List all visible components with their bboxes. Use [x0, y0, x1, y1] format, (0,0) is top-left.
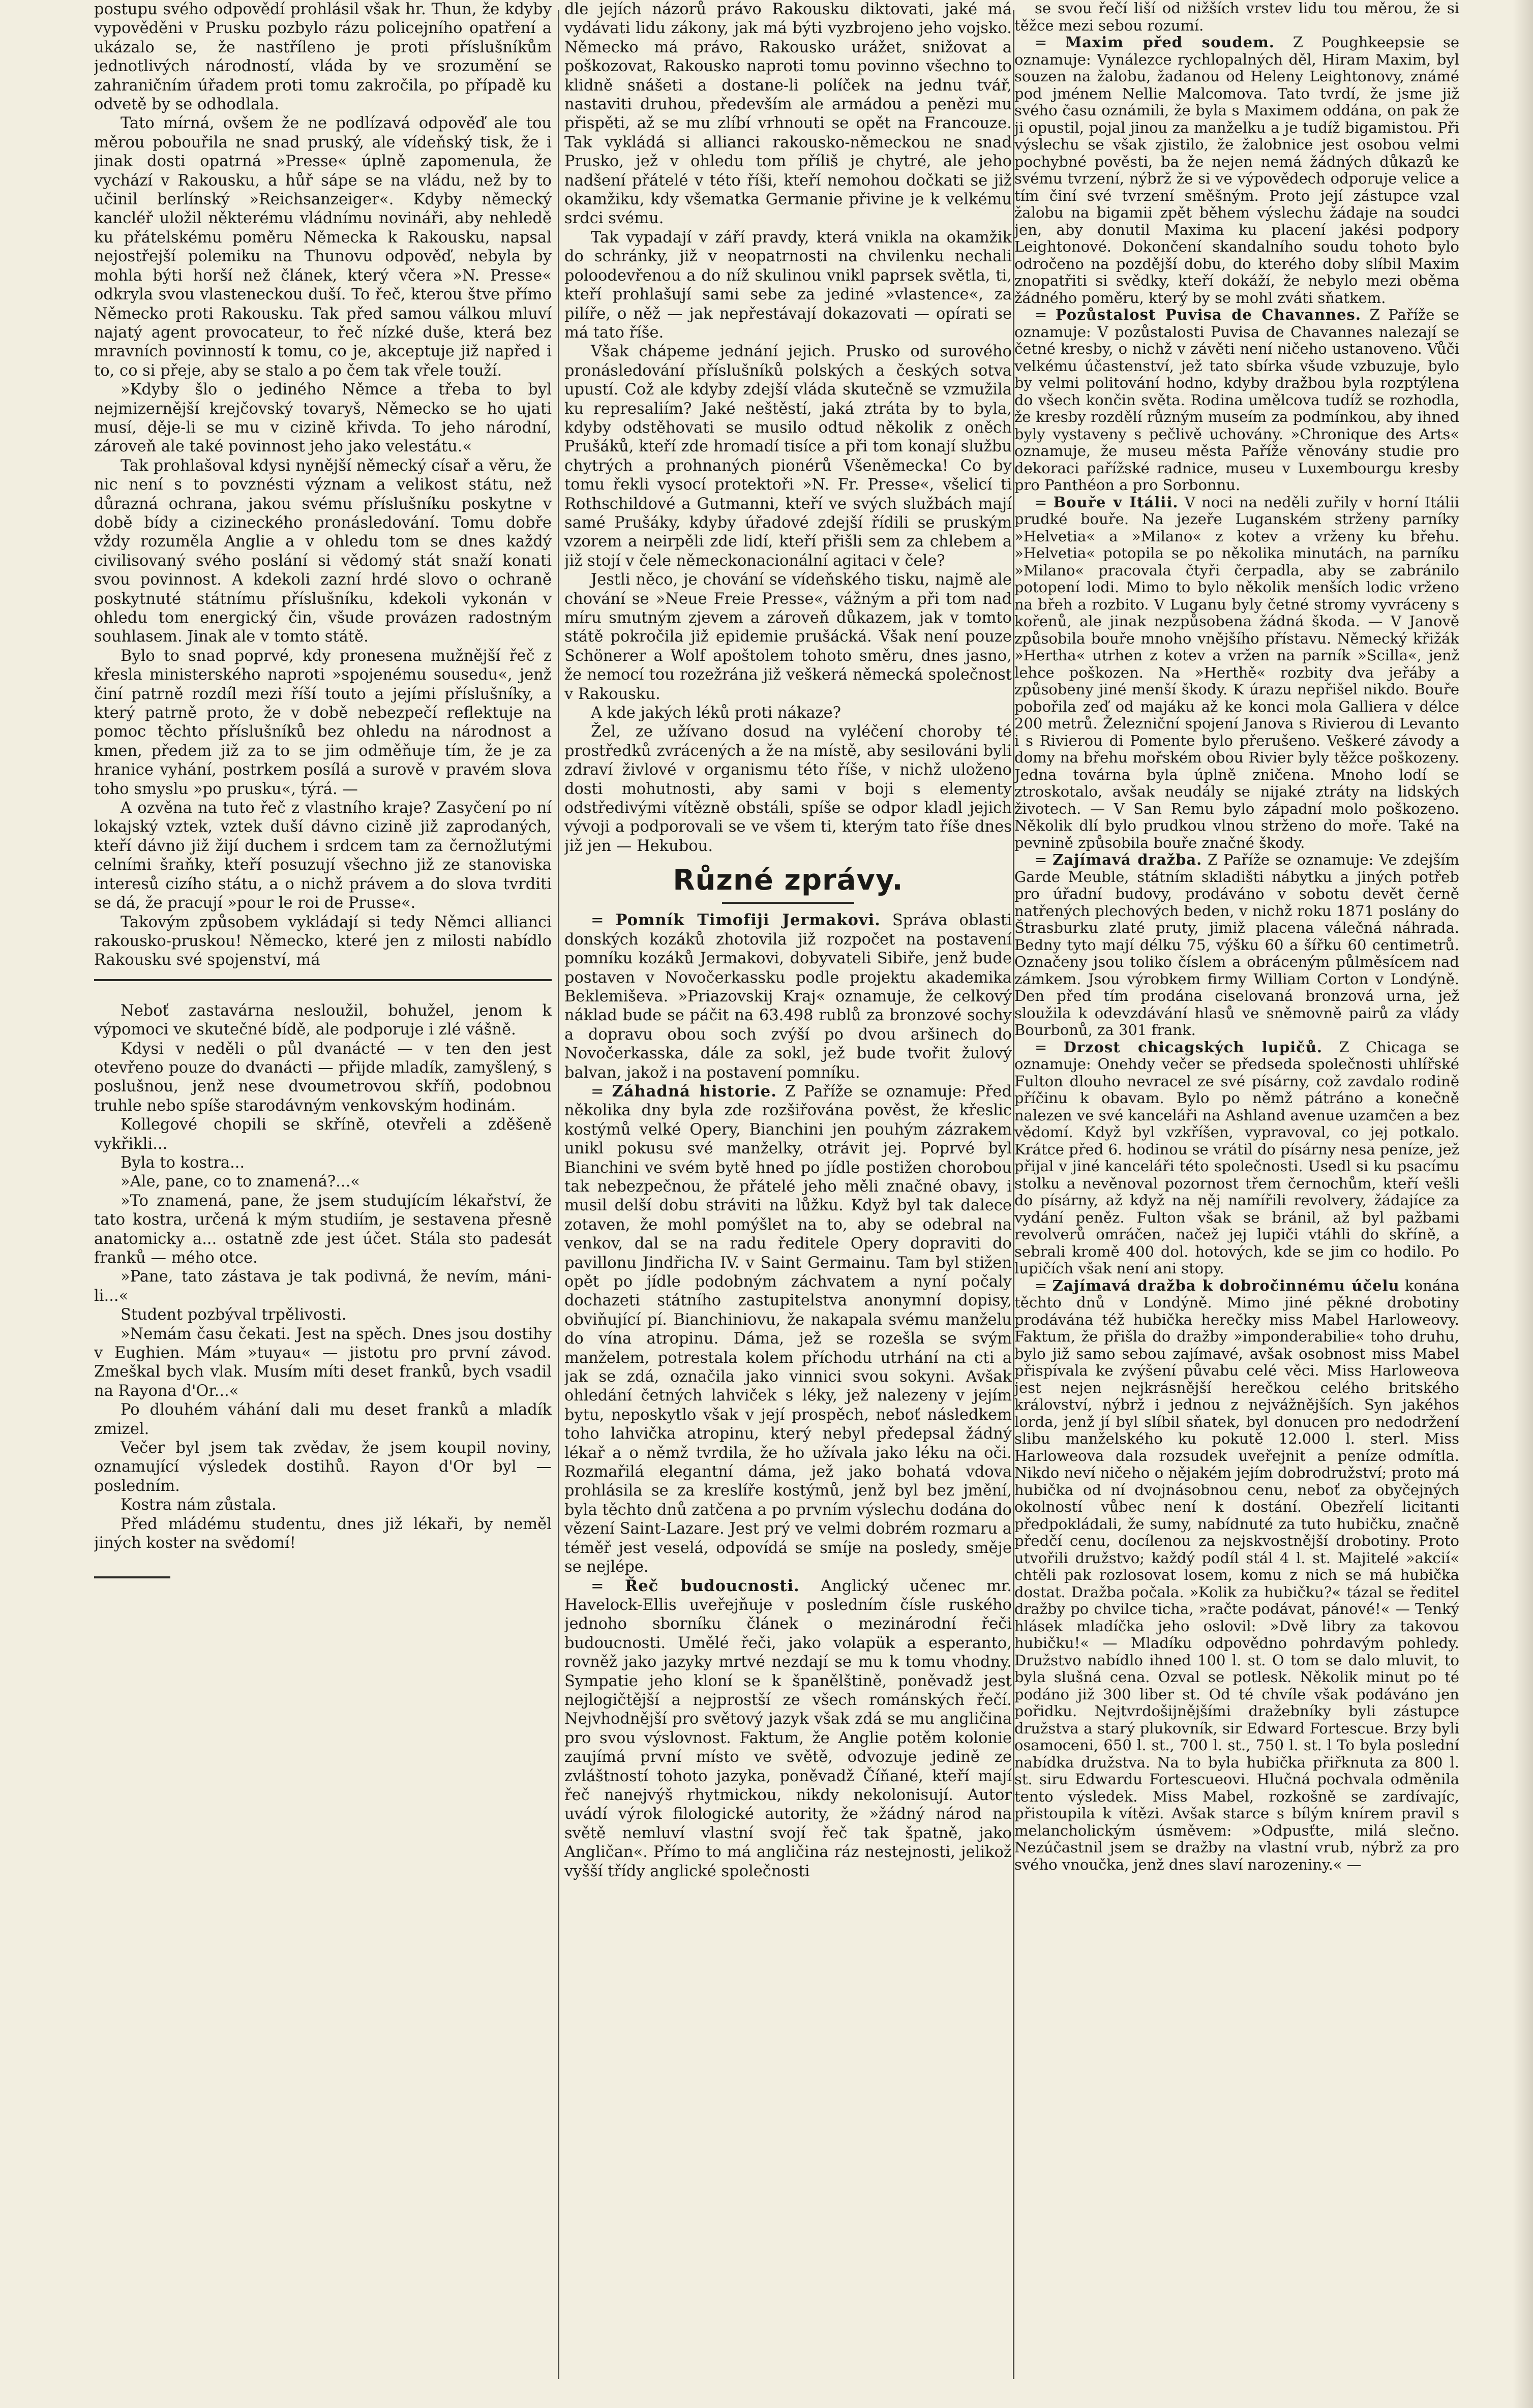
article-paragraph: »Kdyby šlo o jediného Němce a třeba to byl nejmizernější krejčovský tovaryš, Německo se ho ujati musí, děje-li se mu v cizině křivda. To jeho národní, zároveň ale také povinnost jeho jako velestátu.« — [94, 381, 552, 456]
feuilleton-paragraph: Kdysi v neděli o půl dvanácté — v ten den jest otevřeno pouze do dvanácti — přijde mladík, zamyšlený, s poslušnou, jenž nese dvoumetrovou skříň, podobnou truhle nebo spíše starodávným venkovským hodinám. — [94, 1040, 552, 1115]
feuilleton-paragraph: »To znamená, pane, že jsem studujícím lékařství, že tato kostra, určená k mým studiím, je sestavena přesně anatomicky a... ostatně zde jest účet. Stála sto padesát franků — mého otce. — [94, 1192, 552, 1267]
news-body: Z Poughkeepsie se oznamuje: Vynálezce rychlopalných děl, Hiram Maxim, byl souzen na žalobu, žadanou od Heleny Leightonovy, známé pod jménem Nellie Malcomova. Tato tvrdí, že jsme již svého času oznámili, že byla s Maximem oddána, on pak že ji opustil, pojal jinou za manželku a je tudíž bigamistou. Při výslechu se však zjistilo, že žalobnice jest osobou velmi pochybné pověsti, ba že nejen nemá žádných důkazů ke svému tvrzení, nýbrž že si ve výpovědech odporuje velice a tím činí své tvrzení směšným. Proto její zástupce vzal žalobu na bigamii zpět během výslechu žádaje na soudci jen, aby donutil Maxima ku placení jakési podpory Leightonové. Dokončení skandalního soudu tohoto bylo odročeno na pozdější dobu, do kterého doby slíbil Maxim znopatřiti si svědky, kteří dokáží, že nebylo mezi oběma žádného poměru, který by se mohl zváti sňatkem. — [1014, 34, 1459, 307]
news-headline: Záhadná historie. — [612, 1082, 777, 1101]
news-headline: Pomník Timofiji Jermakovi. — [615, 911, 881, 930]
news-body: Z Paříže se oznamuje: Před několika dny byla zde rozšiřována pověst, že křeslic kostýmů velké Opery, Bianchini jen pouhým zázrakem unikl pokusu své manželky, otrávit jej. Poprvé byl Bianchini ve svém bytě hned po jídle postižen chorobou tak nebezpečnou, že přátelé jeho měli značné obavy, i musil delší dobu stráviti na lůžku. Když byl tak dalece zotaven, že mohl pomýšlet na to, aby se odebral na venkov, dal se na radu ředitele Opery dopraviti do pavillonu Jindřicha IV. v Saint Germainu. Tam byl stižen opět po jídle podobným záchvatem a nyní počaly dochazeti státního zastupitelstva anonymní dopisy, obviňující pí. Bianchiniovu, že nakapala svému manželu do vína atropinu. Dáma, jež se rozešla se svým manželem, potrestala kolem příchodu utrhání na cti a jak se zdá, označila jako vinnici svou sokyni. Avšak ohledání četných lahviček s léky, jež nalezeny v jejím bytu, neposkytlo však v její prospěch, neboť následkem toho lahvička atropinu, který nebyl předepsal žádný lékař a o němž tvrdila, že ho užívala jako léku na oči. Rozmařilá elegantní dáma, jež jako bohatá vdova prohlásila se za kreslíře kostýmů, jenž byl bez jmění, byla těchto dnů zatčena a po prvním výslechu dodána do vězení Saint-Lazare. Jest prý ve velmi dobrém rozmaru a téměř jest veselá, odpovídá se smíje na posledy, směje se nejlépe. — [564, 1082, 1012, 1576]
news-body: Z Chicaga se oznamuje: Onehdy večer se předseda společnosti uhlířské Fulton dlouho nevracel ze své písárny, což zavdalo rodině příčinu k obavam. Bylo po němž pátráno a konečně nalezen ve své kanceláři na Ashland avenue uzamčen a bez vědomí. Když byl vzkříšen, vypravoval, co jej potkalo. Krátce před 6. hodinou se vrátil do písárny nesa peníze, jež přijal v jiné kanceláři této společnosti. Usedl si ku psacímu stolku a nevěnoval pozornost třem černochům, kteří vešli do písárny, až když na něj namířili revolvery, žádajíce za vydání peněz. Fulton však se bránil, až byl pažbami revolverů omráčen, načež jej lupiči vtáhli do skříně, a sebrali kromě 400 dol. hotových, kde se jim co hodilo. Po lupičích však není ani stopy. — [1014, 1038, 1459, 1277]
feuilleton-paragraph: Byla to kostra... — [121, 1153, 245, 1172]
article-paragraph: Bylo to snad poprvé, kdy pronesena mužnější řeč z křesla ministerského naproti »spojenému sousedu«, jenž činí patrně rozdíl mezi říší touto a jejími příslušníky, a který patrně proto, že v době nebezpečí reflektuje na pomoc těchto příslušníků bez ohledu na národnost a kmen, předem již za to se jim odměňuje tím, že je za hranice vyhání, postrkem posílá a surově v pravém slova toho smyslu »po prusku«, týrá. — — [94, 647, 552, 798]
article-paragraph: dle jejích názorů právo Rakousku diktovati, jaké má vydávati lidu zákony, jak má býti vyzbrojeno jeho vojsko. Německo má právo, Rakousko urážet, snižovat a poškozovat, Rakousko naproti tomu povinno všechno to klidně snášeti a dostane-li políček na jednu tvář, nastaviti druhou, především ale armádou a penězi mu přispěti, až se mu zlíbí vrhnouti se opět na Francouze. Tak vykládá si allianci rakousko-německou ne snad Prusko, jež v ohledu tom příliš je chytré, ale jeho nadšení přátelé v této říši, kteří nemohou dočkati se již okamžiku, kdy všematka Germanie přivine je k velkému srdci svému. — [564, 1, 1012, 228]
news-item: = Záhadná historie. Z Paříže se oznamuje: Před několika dny byla zde rozšiřována pověst, že křeslic kostýmů velké Opery, Bianchini jen pouhým zázrakem unikl pokusu své manželky, otrávit jej. Poprvé byl Bianchini ve svém bytě hned po jídle postižen chorobou tak nebezpečnou, že přátelé jeho měli značné obavy, i musil delší dobu stráviti na lůžku. Když byl tak dalece zotaven, že mohl pomýšlet na to, aby se odebral na venkov, dal se na radu ředitele Opery dopraviti do pavillonu Jindřicha IV. v Saint Germainu. Tam byl stižen opět po jídle podobným záchvatem a nyní počaly dochazeti státního zastupitelstva anonymní dopisy, obviňující pí. Bianchiniovu, že nakapala svému manželu do vína atropinu. Dáma, jež se rozešla se svým manželem, potrestala kolem příchodu utrhání na cti a jak se zdá, označila jako vinnici svou sokyni. Avšak ohledání četných lahviček s léky, jež nalezeny v jejím bytu, neposkytlo však v její prospěch, neboť následkem toho lahvička atropinu, který nebyl předepsal žádný lékař a o němž tvrdila, že ho užívala jako léku na oči. Rozmařilá elegantní dáma, jež jako bohatá vdova prohlásila se za kreslíře kostýmů, jenž byl bez jmění, byla těchto dnů zatčena a po prvním výslechu dodána do vězení Saint-Lazare. Jest prý ve velmi dobrém rozmaru a téměř jest veselá, odpovídá se smíje na posledy, směje se nejlépe. — [564, 1082, 1012, 1576]
feuilleton-paragraph: Večer byl jsem tak zvědav, že jsem koupil noviny, oznamující výsledek dostihů. Rayon d'Or byl — posledním. — [94, 1439, 552, 1495]
news-body: Z Paříže se oznamuje: Ve zdejším Garde Meuble, státním skladišti nábytku a jiných potřeb pro úřadní budovy, prodáváno v sobotu devět černě natřených plechových beden, v nichž roku 1871 poslány do Štrasburku zlaté pruty, jimiž placena válečná náhrada. Bedny tyto mají délku 75, výšku 60 a šířku 60 centimetrů. Označeny jsou toliko číslem a obráceným půlměsícem nad zámkem. Jsou výrobkem firmy William Corton v Londýně. Den před tím prodána ciselovaná bronzová urna, jež sloužila k odevzdávání hlasů ve sněmovně pairů za vlády Bourbonů, za 301 frank. — [1014, 851, 1459, 1039]
news-headline: Zajímavá dražba k dobročinnému účelu — [1052, 1276, 1400, 1294]
feuilleton-paragraph: Po dlouhém váhání dali mu deset franků a mladík zmizel. — [94, 1401, 552, 1438]
column-rule — [558, 10, 559, 2379]
feuilleton-paragraph: Student pozbýval trpělivosti. — [121, 1306, 347, 1324]
article-paragraph: Takovým způsobem vykládají si tedy Němci allianci rakousko-pruskou! Německo, které jen z milosti nabídlo Rakousku své spojenství, má — [94, 913, 552, 969]
feuilleton-paragraph: »Ale, pane, co to znamená?...« — [121, 1173, 360, 1191]
article-paragraph: Jestli něco, je chování se vídeňského tisku, najmě ale chování se »Neue Freie Presse«, vážným a při tom nad míru smutným zjevem a zároveň důkazem, jak v tomto státě pokročila již epidemie prušácká. Však není pouze Schönerer a Wolf apoštolem tohoto směru, dnes jasno, že nemocí tou rozežrána již veškerá německá společnost v Rakousku. — [564, 571, 1012, 703]
end-rule — [94, 1576, 170, 1578]
news-item: = Bouře v Itálii. V noci na neděli zuřily v horní Itálii prudké bouře. Na jezeře Luganském strženy parníky »Helvetia« a »Milano« z kotev a vrženy ku břehu. »Helvetia« potopila se po několika minutách, na parníku »Milano« pracovala čtyři čerpadla, aby se zabránilo potopení lodi. Mimo to bylo několik menších lodic vrženo na břeh a rozbito. V Luganu byly četné stromy vyvráceny s kořenů, ale jinak nezpůsobena žádná škoda. — V Janově způsobila bouře mnoho vnějšího přístavu. Německý křižák »Hertha« utrhen z kotev a vržen na parník »Scilla«, jenž lehce poškozen. Na »Herthě« rozbity dva jeřáby a způsobeny jiné menší škody. K úrazu nepřišel nikdo. Bouře pobořila zeď od majáku až ke konci mola Galliera v délce 200 metrů. Železniční spojení Janova s Rivierou di Levanto i s Rivierou di Pomente bylo přerušeno. Veškeré závody a domy na břehu mořském obou Rivier byly těžce poškozeny. Jedna továrna byla úplně zničena. Mnoho lodí se ztroskotalo, avšak neudály se nijaké ztráty na lidských životech. — V San Remu bylo západní molo poškozeno. Několik dlí bylo prudkou vlnou strženo do moře. Také na pevnině způsobila bouře značné škody. — [1014, 493, 1459, 851]
page-edge-shadow — [1513, 0, 1533, 2408]
news-item: = Zajímavá dražba k dobročinnému účelu konána těchto dnů v Londýně. Mimo jiné pěkné drobotiny prodávána též hubička herečky miss Mabel Harloweovy. Faktum, že přišla do dražby »imponderabilie« toho druhu, bylo již samo sebou zajímavé, avšak osobnost miss Mabel přispívala ke zvýšení půvabu celé věci. Miss Harloweova jest nejen nejkrásnější herečkou celého britského království, nýbrž i jednou z nejvážnějších. Syn jakéhos lorda, jenž jí byl slíbil sňatek, byl donucen pro nedodržení slibu manželského ku pokutě 12.000 l. sterl. Miss Harloweova dala rozsudek uveřejnit a peníze odmítla. Nikdo neví ničeho o nějakém jejím dobrodružství; proto má hubička od ní dvojnásobnou cenu, neboť za obyčejných okolností vůbec není k dostání. Obezřelí licitanti předpokládali, že sumy, nabídnuté za tuto hubičku, značně předčí cenu, docílenou za nejskvostnější drobotiny. Proto utvořili družstvo; každý podíl stál 4 l. st. Majitelé »akcií« chtěli pak rozlosovat losem, komu z nich se má hubička dostat. Dražba počala. »Kolik za hubičku?« tázal se ředitel dražby po chvilce ticha, »račte podávat, pánové!« — Tenký hlásek mladíčka jeho oslovil: »Dvě libry za takovou hubičku!« — Mladíku odpovědno pohrdavým pohledy. Družstvo nabídlo ihned 100 l. st. O tom se dalo mluvit, to byla slušná cena. Ozval se potlesk. Několik minut po té podáno již 300 liber st. Od té chvíle však podáváno jen pořidku. Nejtvrdošijnějšími dražebníky byli zástupce družstva a starý plukovník, sir Edward Fortescue. Brzy byli osamoceni, 650 l. st., 700 l. st., 750 l. st. l To byla poslední nabídka družstva. Na to byla hubička přiřknuta za 800 l. st. siru Edwardu Fortescueovi. Hlučná pochvala odměnila tento výsledek. Miss Mabel, rozkošně se zardívajíc, přistoupila k vítězi. Avšak starce s bílým knírem pravil s melancholickým úsměvem: »Odpusťte, milá slečno. Nezúčastnil jsem se dražby na vlastní vrub, nýbrž za pro svého vnoučka, jenž dnes slaví narozeniny.« — — [1014, 1276, 1459, 1873]
news-body: Anglický učenec mr. Havelock-Ellis uveřejňuje v posledním čísle ruského jednoho sborníku článek o mezinárodní řeči budoucnosti. Umělé řeči, jako volapük a esperanto, rovněž jako jazyky mrtvé nezdají se mu k tomu vhodny. Sympatie jeho kloní se k španělštině, poněvadž jest nejlogičtější a nejprostší ze všech románských řečí. Nejvhodnější pro světový jazyk však zdá se mu angličina pro svou výslovnost. Faktum, že Anglie potěm kolonie zaujímá první místo ve světě, odvozuje jedině ze zvláštností tohoto jazyka, poněvadž Číňané, kteří mají řeč nanejvýš rhytmickou, nikdy nekolonisují. Autor uvádí výrok filologické autority, že »žádný národ na světě nemluví vlastní svojí řeč tak špatně, jako Angličan«. Přímo to má angličina ráz nestejnosti, jelikož vyšší třídy anglické společnosti — [564, 1577, 1012, 1880]
news-body: konána těchto dnů v Londýně. Mimo jiné pěkné drobotiny prodávána též hubička herečky miss Mabel Harloweovy. Faktum, že přišla do dražby »imponderabilie« toho druhu, bylo již samo sebou zajímavé, avšak osobnost miss Mabel přispívala ke zvýšení půvabu celé věci. Miss Harloweova jest nejen nejkrásnější herečkou celého britského království, nýbrž i jednou z nejvážnějších. Syn jakéhos lorda, jenž jí byl slíbil sňatek, byl donucen pro nedodržení slibu manželského ku pokutě 12.000 l. sterl. Miss Harloweova dala rozsudek uveřejnit a peníze odmítla. Nikdo neví ničeho o nějakém jejím dobrodružství; proto má hubička od ní dvojnásobnou cenu, neboť za obyčejných okolností vůbec není k dostání. Obezřelí licitanti předpokládali, že sumy, nabídnuté za tuto hubičku, značně předčí cenu, docílenou za nejskvostnější drobotiny. Proto utvořili družstvo; každý podíl stál 4 l. st. Majitelé »akcií« chtěli pak rozlosovat losem, komu z nich se má hubička dostat. Dražba počala. »Kolik za hubičku?« tázal se ředitel dražby po chvilce ticha, »račte podávat, pánové!« — Tenký hlásek mladíčka jeho oslovil: »Dvě libry za takovou hubičku!« — Mladíku odpovědno pohrdavým pohledy. Družstvo nabídlo ihned 100 l. st. O tom se dalo mluvit, to byla slušná cena. Ozval se potlesk. Několik minut po té podáno již 300 liber st. Od té chvíle však podáváno jen pořidku. Nejtvrdošijnějšími dražebníky byli zástupce družstva a starý plukovník, sir Edward Fortescue. Brzy byli osamoceni, 650 l. st., 700 l. st., 750 l. st. l To byla poslední nabídka družstva. Na to byla hubička přiřknuta za 800 l. st. siru Edwardu Fortescueovi. Hlučná pochvala odměnila tento výsledek. Miss Mabel, rozkošně se zardívajíc, přistoupila k vítězi. Avšak starce s bílým knírem pravil s melancholickým úsměvem: »Odpusťte, milá slečno. Nezúčastnil jsem se dražby na vlastní vrub, nýbrž za pro svého vnoučka, jenž dnes slaví narozeniny.« — — [1014, 1276, 1459, 1873]
column-1 — [94, 0, 552, 2408]
news-headline: Maxim před soudem. — [1065, 34, 1275, 51]
news-item: = Řeč budoucnosti. Anglický učenec mr. Havelock-Ellis uveřejňuje v posledním čísle ruského jednoho sborníku článek o mezinárodní řeči budoucnosti. Umělé řeči, jako volapük a esperanto, rovněž jako jazyky mrtvé nezdají se mu k tomu vhodny. Sympatie jeho kloní se k španělštině, poněvadž jest nejlogičtější a nejprostší ze všech románských řečí. Nejvhodnější pro světový jazyk však zdá se mu angličina pro svou výslovnost. Faktum, že Anglie potěm kolonie zaujímá první místo ve světě, odvozuje jedině ze zvláštností tohoto jazyka, poněvadž Číňané, kteří mají řeč nanejvýš rhytmickou, nikdy nekolonisují. Autor uvádí výrok filologické autority, že »žádný národ na světě nemluví vlastní svojí řeč tak špatně, jako Angličan«. Přímo to má angličina ráz nestejnosti, jelikož vyšší třídy anglické společnosti — [564, 1576, 1012, 1880]
feuilleton-paragraph: Neboť zastavárna nesloužil, bohužel, jenom k výpomoci ve skutečné bídě, ale podporuje i zlé vášně. — [94, 1001, 552, 1039]
column-3 — [1014, 0, 1459, 2408]
article-paragraph: Však chápeme jednání jejich. Prusko od surového pronásledování příslušníků polských a českých sotva upustí. Což ale kdyby zdejší vláda skutečně se vzmužila ku represaliím? Jaké neštěstí, jaká ztráta by to byla, kdyby odstěhovati se musilo odtud několik z oněch Prušáků, kteří zde hromadí tisíce a při tom konají službu chytrých a prohnaných pionérů Všeněmecka! Co by tomu řekli vysocí protektoři »N. Fr. Presse«, všelicí ti Rothschildové a Gutmanni, kteří ve svých službách mají samé Prušáky, kdyby úřadové zdejší řídili se pruským vzorem a neirpěli zde lidí, kteří přišli sem za chlebem a již stojí v čele německonacionální agitaci v čele? — [564, 343, 1012, 570]
feuilleton-paragraph: »Pane, tato zástava je tak podivná, že nevím, máni-li...« — [94, 1268, 552, 1305]
news-headline: Pozůstalost Puvisa de Chavannes. — [1055, 306, 1361, 323]
news-item: = Pomník Timofiji Jermakovi. Správa oblasti donských kozáků zhotovila již rozpočet na postavení pomníku kozáků Jermakovi, dobyvateli Sibiře, jenž bude postaven v Novočerkassku podle projektu akademika Beklemiševa. »Priazovskij Kraj« oznamuje, že celkový náklad bude se páčit na 63.498 rublů za bronzové sochy a dopravu obou soch zvýší po dvou aršinech do Novočerkasska, dále za sokl, jež bude tvořit žulový balvan, jakož i na postavení pomníku. — [564, 911, 1012, 1082]
article-paragraph: A ozvěna na tuto řeč z vlastního kraje? Zasyčení po ní lokajský vztek, vztek duší dávno cizině již zaprodaných, kteří dávno již žijí duchem i srdcem tam za černožlutými celními šraňky, kteří posuzují všechno již ze stanoviska interesů cizího státu, a o nichž právem a do slova tvrditi se dá, že pracují »pour le roi de Prusse«. — [94, 799, 552, 912]
news-item: = Zajímavá dražba. Z Paříže se oznamuje: Ve zdejším Garde Meuble, státním skladišti nábytku a jiných potřeb pro úřadní budovy, prodáváno v sobotu devět černě natřených plechových beden, v nichž roku 1871 poslány do Štrasburku zlaté pruty, jimiž placena válečná náhrada. Bedny tyto mají délku 75, výšku 60 a šířku 60 centimetrů. Označeny jsou toliko číslem a obráceným půlměsícem nad zámkem. Jsou výrobkem firmy William Corton v Londýně. Den před tím prodána ciselovaná bronzová urna, jež sloužila k odevzdávání hlasů ve sněmovně pairů za vlády Bourbonů, za 301 frank. — [1014, 851, 1459, 1039]
news-body: Správa oblasti donských kozáků zhotovila již rozpočet na postavení pomníku kozáků Jermakovi, dobyvateli Sibiře, jenž bude postaven v Novočerkassku podle projektu akademika Beklemiševa. »Priazovskij Kraj« oznamuje, že celkový náklad bude se páčit na 63.498 rublů za bronzové sochy a dopravu obou soch zvýší po dvou aršinech do Novočerkasska, dále za sokl, jež bude tvořit žulový balvan, jakož i na postavení pomníku. — [564, 911, 1012, 1082]
title-underline — [722, 902, 854, 904]
column-2 — [564, 0, 1012, 2408]
feuilleton-paragraph: Kollegové chopili se skříně, otevřeli a zděšeně vykřikli... — [94, 1116, 552, 1153]
article-paragraph: Tak prohlašoval kdysi nynější německý císař a věru, že nic není s to povznésti význam a velikost státu, než důrazná ochrana, jakou svému příslušníku poskytne v době bídy a cizineckého pronásledování. Tomu dobře vždy rozuměla Anglie a v ohledu tom se dnes každý civilisovaný svého poslání si vědomý stát snaží konati svou povinnost. A kdekoli zazní hrdé slovo o ochraně poskytnuté státnímu příslušníku, kdekoli vykonán v ohledu tom energický čin, všude provázen radostným souhlasem. Jinak ale v tomto státě. — [94, 456, 552, 646]
news-headline: Řeč budoucnosti. — [625, 1576, 800, 1595]
news-item: = Pozůstalost Puvisa de Chavannes. Z Paříže se oznamuje: V pozůstalosti Puvisa de Chavannes nalezají se četné kresby, o nichž v závěti není ničeho ustanoveno. Vůči velkému účastenství, jež tato sbírka všude vzbuzuje, bylo by velmi politování hodno, kdyby dražbou byla rozptýlena do všech končin světa. Rodina umělcova tudíž se rozhodla, že kresby rozdělí různým museím za podmínkou, aby ihned byly vystaveny s pečlivě uchovány. »Chronique des Arts« oznamuje, že museu města Paříže věnovány studie pro dekoraci pařížské radnice, museu v Luxembourgu kresby pro Panthéon a pro Sorbonnu. — [1014, 306, 1459, 494]
article-paragraph: Žel, ze užívano dosud na vyléčení choroby té prostředků zvrácených a že na místě, aby sesilováni byli zdraví živlové v organismu této říše, v nichž uloženo dosti mohutnosti, aby sami v boji s elementy odstředivými vítězně obstáli, spíše se odpor kladl jejich vývoji a podporovali se ve všem ti, kterým tato říše dnes již jen — Hekubou. — [564, 723, 1012, 855]
news-body: Z Paříže se oznamuje: V pozůstalosti Puvisa de Chavannes nalezají se četné kresby, o nichž v závěti není ničeho ustanoveno. Vůči velkému účastenství, jež tato sbírka všude vzbuzuje, bylo by velmi politování hodno, kdyby dražbou byla rozptýlena do všech končin světa. Rodina umělcova tudíž se rozhodla, že kresby rozdělí různým museím za podmínkou, aby ihned byly vystaveny s pečlivě uchovány. »Chronique des Arts« oznamuje, že museu města Paříže věnovány studie pro dekoraci pařížské radnice, museu v Luxembourgu kresby pro Panthéon a pro Sorbonnu. — [1014, 306, 1459, 494]
section-title: Různé zprávy. — [673, 864, 904, 897]
news-body: V noci na neděli zuřily v horní Itálii prudké bouře. Na jezeře Luganském strženy parníky »Helvetia« a »Milano« z kotev a vrženy ku břehu. »Helvetia« potopila se po několika minutách, na parníku »Milano« pracovala čtyři čerpadla, aby se zabránilo potopení lodi. Mimo to bylo několik menších lodic vrženo na břeh a rozbito. V Luganu byly četné stromy vyvráceny s kořenů, ale jinak nezpůsobena žádná škoda. — V Janově způsobila bouře mnoho vnějšího přístavu. Německý křižák »Hertha« utrhen z kotev a vržen na parník »Scilla«, jenž lehce poškozen. Na »Herthě« rozbity dva jeřáby a způsobeny jiné menší škody. K úrazu nepřišel nikdo. Bouře pobořila zeď od majáku až ke konci mola Galliera v délce 200 metrů. Železniční spojení Janova s Rivierou di Levanto i s Rivierou di Pomente bylo přerušeno. Veškeré závody a domy na břehu mořském obou Rivier byly těžce poškozeny. Jedna továrna byla úplně zničena. Mnoho lodí se ztroskotalo, avšak neudály se nijaké ztráty na lidských životech. — V San Remu bylo západní molo poškozeno. Několik dlí bylo prudkou vlnou strženo do moře. Také na pevnině způsobila bouře značné škody. — [1014, 493, 1459, 851]
article-paragraph: Tato mírná, ovšem že ne podlízavá odpověď ale tou měrou pobouřila ne snad pruský, ale vídeňský tisk, že i jinak dosti opatrná »Presse« úplně zapomenula, že vychází v Rakousku, a hůř sápe se na vládu, než by to učinil berlínský »Reichsanzeiger«. Kdyby německý kancléř uložil některému vládnímu novináři, aby nehledě ku přátelskému poměru Německa k Rakousku, napsal nejostřejší polemiku na Thunovu odpověď, nebyla by mohla býti horší než článek, který včera »N. Presse« odkryla svou vlasteneckou duší. To řeč, kterou štve přímo Německo proti Rakousku. Tak před samou válkou mluví najatý agent provocateur, to řeč nízké duše, která bez mravních povinností k tomu, co je, akceptuje již napřed i to, co si přeje, aby se stalo a po čem tak vřele touží. — [94, 114, 552, 380]
news-item: = Maxim před soudem. Z Poughkeepsie se oznamuje: Vynálezce rychlopalných děl, Hiram Maxim, byl souzen na žalobu, žadanou od Heleny Leightonovy, známé pod jménem Nellie Malcomova. Tato tvrdí, že jsme již svého času oznámili, že byla s Maximem oddána, on pak že ji opustil, pojal jinou za manželku a je tudíž bigamistou. Při výslechu se však zjistilo, že žalobnice jest osobou velmi pochybné pověsti, ba že nejen nemá žádných důkazů ke svému tvrzení, nýbrž že si ve výpovědech odporuje velice a tím činí své tvrzení směšným. Proto její zástupce vzal žalobu na bigamii zpět během výslechu žádaje na soudci jen, aby donutil Maxima ku placení jakési podpory Leightonové. Dokončení skandalního soudu tohoto bylo odročeno na pozdější dobu, do kterého doby slíbil Maxim znopatřiti si svědky, kteří dokáží, že nebylo mezi oběma žádného poměru, který by se mohl zváti sňatkem. — [1014, 34, 1459, 307]
section-divider — [94, 979, 552, 981]
article-paragraph: A kde jakých léků proti nákaze? — [591, 704, 841, 722]
feuilleton-paragraph: Kostra nám zůstala. — [121, 1496, 277, 1514]
news-headline: Drzost chicagských lupičů. — [1063, 1038, 1322, 1056]
news-item: = Drzost chicagských lupičů. Z Chicaga se oznamuje: Onehdy večer se předseda společnosti uhlířské Fulton dlouho nevracel ze své písárny, což zavdalo rodině příčinu k obavam. Bylo po němž pátráno a konečně nalezen ve své kanceláři na Ashland avenue uzamčen a bez vědomí. Když byl vzkříšen, vypravoval, co jej potkalo. Krátce před 6. hodinou se vrátil do písárny nesa peníze, jež přijal v jiné kanceláři této společnosti. Usedl si ku psacímu stolku a nevěnoval pozornost třem černochům, kteří vešli do písárny, až když na něj namířili revolvery, žádajíce za vydání peněz. Fulton však se bránil, až byl pažbami revolverů omráčen, načež jej lupiči vtáhli do skříně, a sebrali kromě 400 dol. hotových, kde se jim co hodilo. Po lupičích však není ani stopy. — [1014, 1038, 1459, 1277]
news-headline: Bouře v Itálii. — [1053, 493, 1179, 511]
article-paragraph: postupu svého odpovědí prohlásil však hr. Thun, že kdyby vypověděni v Prusku pozbylo rázu policejního opatření a ukázalo se, že nastříleno je proti příslušníkům jednotlivých národností, vláda by ve srozumění se zahraničním úřadem proti tomu zakročila, po případě ku odvetě by se odhodlala. — [94, 1, 552, 114]
news-headline: Zajímavá dražba. — [1053, 851, 1203, 868]
article-paragraph: Tak vypadají v září pravdy, která vnikla na okamžik do schránky, již v neopatrnosti na chvilenku nechali poloodevřenou a do níž skulinou vnikl paprsek světla, ti, kteří prohlašují sami sebe za jediné »vlastence«, za pilíře, o něž — jak nepřestávají dokazovati — opírati se má tato říše. — [564, 228, 1012, 342]
feuilleton-paragraph: Před mládému studentu, dnes již lékaři, by neměl jiných koster na svědomí! — [94, 1515, 552, 1552]
article-paragraph: se svou řečí liší od nižších vrstev lidu tou měrou, že si těžce mezi sebou rozumí. — [1014, 0, 1459, 34]
feuilleton-paragraph: »Nemám času čekati. Jest na spěch. Dnes jsou dostihy v Eughien. Mám »tuyau« — jistotu pro první závod. Zmeškal bych vlak. Musím míti deset franků, bych vsadil na Rayona d'Or...« — [94, 1325, 552, 1400]
